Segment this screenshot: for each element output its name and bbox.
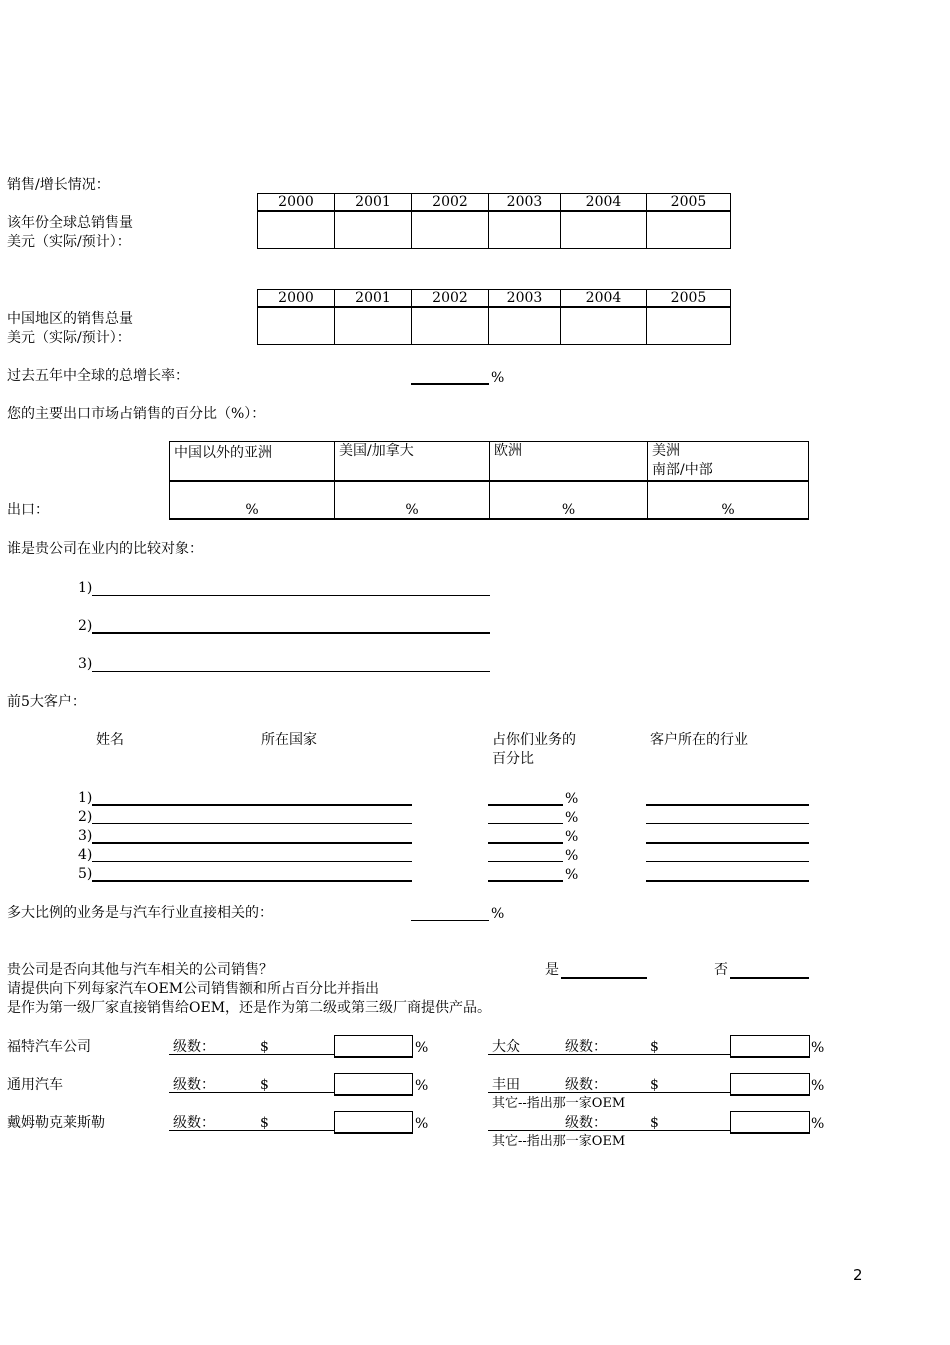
tier-input-line[interactable]	[488, 1092, 731, 1093]
oem-amount-box[interactable]	[334, 1073, 413, 1096]
percent-sign: %	[415, 1078, 429, 1094]
percent-sign: %	[565, 829, 579, 845]
export-percent-cell[interactable]: %	[170, 481, 335, 519]
oem-name: 福特汽车公司	[7, 1039, 91, 1055]
percent-sign: %	[811, 1040, 825, 1056]
dollar-sign: $	[650, 1077, 659, 1093]
customer-industry-input-line[interactable]	[646, 823, 809, 824]
customer-number: 5)	[78, 866, 93, 882]
competitor-number: 2)	[78, 618, 93, 634]
china-sales-unit: 美元（实际/预计）：	[7, 330, 131, 346]
customer-share-input-line[interactable]	[488, 823, 563, 824]
oem-name: 通用汽车	[7, 1077, 63, 1093]
dollar-sign: $	[650, 1039, 659, 1055]
auto-ratio-input-line[interactable]	[411, 920, 489, 921]
percent-sign: %	[491, 370, 505, 386]
tier-input-line[interactable]	[169, 1054, 335, 1055]
sales-input-cell[interactable]	[258, 211, 335, 249]
customer-country-header: 所在国家	[261, 732, 317, 748]
year-header: 2005	[647, 194, 731, 212]
customer-number: 3)	[78, 828, 93, 844]
percent-sign: %	[565, 810, 579, 826]
oem-name: 丰田	[492, 1077, 520, 1093]
yes-label: 是	[545, 962, 559, 978]
competitors-question: 谁是贵公司在业内的比较对象：	[7, 541, 203, 557]
customer-share-input-line[interactable]	[488, 861, 563, 862]
customer-industry-input-line[interactable]	[646, 880, 809, 882]
customer-number: 1)	[78, 790, 93, 806]
percent-sign: %	[565, 791, 579, 807]
export-region-header: 美洲 南部/中部	[648, 442, 809, 482]
year-header: 2004	[561, 194, 647, 212]
customer-number: 4)	[78, 847, 93, 863]
customer-share-input-line[interactable]	[488, 842, 563, 844]
tier-label: 级数：	[565, 1077, 607, 1093]
year-header: 2000	[258, 194, 335, 212]
sales-input-cell[interactable]	[561, 307, 647, 345]
customer-share-input-line[interactable]	[488, 880, 563, 882]
oem-amount-box[interactable]	[334, 1111, 413, 1134]
tier-label: 级数：	[565, 1039, 607, 1055]
export-label: 出口：	[7, 502, 49, 518]
oem-instruction: 请提供向下列每家汽车OEM公司销售额和所占百分比并指出	[7, 981, 380, 997]
year-header: 2001	[335, 194, 412, 212]
top5-label: 前5大客户：	[7, 694, 86, 710]
year-header: 2004	[561, 290, 647, 308]
dollar-sign: $	[650, 1115, 659, 1131]
customer-industry-header: 客户所在的行业	[650, 732, 748, 748]
oem-amount-box[interactable]	[730, 1111, 810, 1134]
percent-sign: %	[811, 1078, 825, 1094]
oem-name: 大众	[492, 1039, 520, 1055]
customer-name-input-line[interactable]	[92, 842, 412, 844]
competitor-number: 3)	[78, 656, 93, 672]
percent-sign: %	[565, 848, 579, 864]
customer-share-header-2: 百分比	[492, 751, 534, 767]
customer-name-input-line[interactable]	[92, 880, 412, 882]
customer-share-header: 占你们业务的	[492, 732, 576, 748]
sales-input-cell[interactable]	[412, 211, 489, 249]
sales-input-cell[interactable]	[489, 307, 561, 345]
tier-input-line[interactable]	[488, 1130, 731, 1131]
sales-input-cell[interactable]	[335, 211, 412, 249]
customer-name-header: 姓名	[96, 732, 124, 748]
sales-input-cell[interactable]	[489, 211, 561, 249]
tier-input-line[interactable]	[169, 1130, 335, 1131]
tier-label: 级数：	[565, 1115, 607, 1131]
sales-input-cell[interactable]	[412, 307, 489, 345]
percent-sign: %	[415, 1040, 429, 1056]
tier-label: 级数：	[173, 1039, 215, 1055]
global-sales-unit: 美元（实际/预计）：	[7, 234, 131, 250]
year-header: 2005	[647, 290, 731, 308]
yes-input-line[interactable]	[561, 977, 647, 979]
year-header: 2003	[489, 194, 561, 212]
export-percent-cell[interactable]: %	[490, 481, 648, 519]
year-header: 2000	[258, 290, 335, 308]
sales-input-cell[interactable]	[561, 211, 647, 249]
growth-input-line[interactable]	[411, 383, 489, 385]
export-percent-cell[interactable]: %	[335, 481, 490, 519]
percent-sign: %	[811, 1116, 825, 1132]
sales-input-cell[interactable]	[335, 307, 412, 345]
tier-input-line[interactable]	[488, 1054, 731, 1055]
customer-name-input-line[interactable]	[92, 823, 412, 824]
global-sales-table	[257, 193, 731, 249]
tier-label: 级数：	[173, 1115, 215, 1131]
export-percent-cell[interactable]: %	[648, 481, 809, 519]
oem-amount-box[interactable]	[730, 1035, 810, 1058]
china-sales-label: 中国地区的销售总量	[7, 311, 133, 327]
oem-name: 戴姆勒克莱斯勒	[7, 1115, 105, 1131]
tier-label: 级数：	[173, 1077, 215, 1093]
sales-input-cell[interactable]	[647, 307, 731, 345]
no-input-line[interactable]	[730, 977, 809, 979]
tier-input-line[interactable]	[169, 1092, 335, 1093]
auto-ratio-label: 多大比例的业务是与汽车行业直接相关的：	[7, 905, 273, 921]
no-label: 否	[714, 962, 728, 978]
customer-name-input-line[interactable]	[92, 804, 412, 806]
year-header: 2003	[489, 290, 561, 308]
growth-label: 过去五年中全球的总增长率：	[7, 368, 189, 384]
oem-amount-box[interactable]	[730, 1073, 810, 1096]
customer-industry-input-line[interactable]	[646, 861, 809, 862]
export-question: 您的主要出口市场占销售的百分比（%）：	[7, 406, 266, 422]
export-region-header: 美国/加拿大	[335, 442, 490, 482]
other-oem-label: 其它--指出那一家OEM	[492, 1096, 626, 1111]
china-sales-table	[257, 289, 731, 345]
customer-number: 2)	[78, 809, 93, 825]
year-header: 2002	[412, 194, 489, 212]
percent-sign: %	[491, 906, 505, 922]
customer-industry-input-line[interactable]	[646, 842, 809, 844]
customer-share-input-line[interactable]	[488, 804, 563, 806]
competitor-input-line[interactable]	[92, 632, 490, 634]
page-number: 2	[853, 1266, 863, 1284]
percent-sign: %	[415, 1116, 429, 1132]
oem-instruction-2: 是作为第一级厂家直接销售给OEM，还是作为第二级或第三级厂商提供产品。	[7, 1000, 492, 1016]
export-region-header: 中国以外的亚洲	[170, 442, 335, 482]
sales-input-cell[interactable]	[647, 211, 731, 249]
global-sales-label: 该年份全球总销售量	[7, 215, 133, 231]
customer-name-input-line[interactable]	[92, 861, 412, 862]
year-header: 2001	[335, 290, 412, 308]
oem-amount-box[interactable]	[334, 1035, 413, 1058]
export-table	[169, 441, 809, 520]
competitor-number: 1)	[78, 580, 93, 596]
year-header: 2002	[412, 290, 489, 308]
percent-sign: %	[565, 867, 579, 883]
other-auto-question: 贵公司是否向其他与汽车相关的公司销售？	[7, 962, 273, 978]
sales-input-cell[interactable]	[258, 307, 335, 345]
dollar-sign: $	[260, 1039, 269, 1055]
dollar-sign: $	[260, 1077, 269, 1093]
export-region-header: 欧洲	[490, 442, 648, 482]
dollar-sign: $	[260, 1115, 269, 1131]
competitor-input-line[interactable]	[92, 595, 490, 596]
customer-industry-input-line[interactable]	[646, 804, 809, 806]
competitor-input-line[interactable]	[92, 671, 490, 672]
sales-title: 销售/增长情况：	[7, 177, 110, 193]
other-oem-label: 其它--指出那一家OEM	[492, 1134, 626, 1149]
